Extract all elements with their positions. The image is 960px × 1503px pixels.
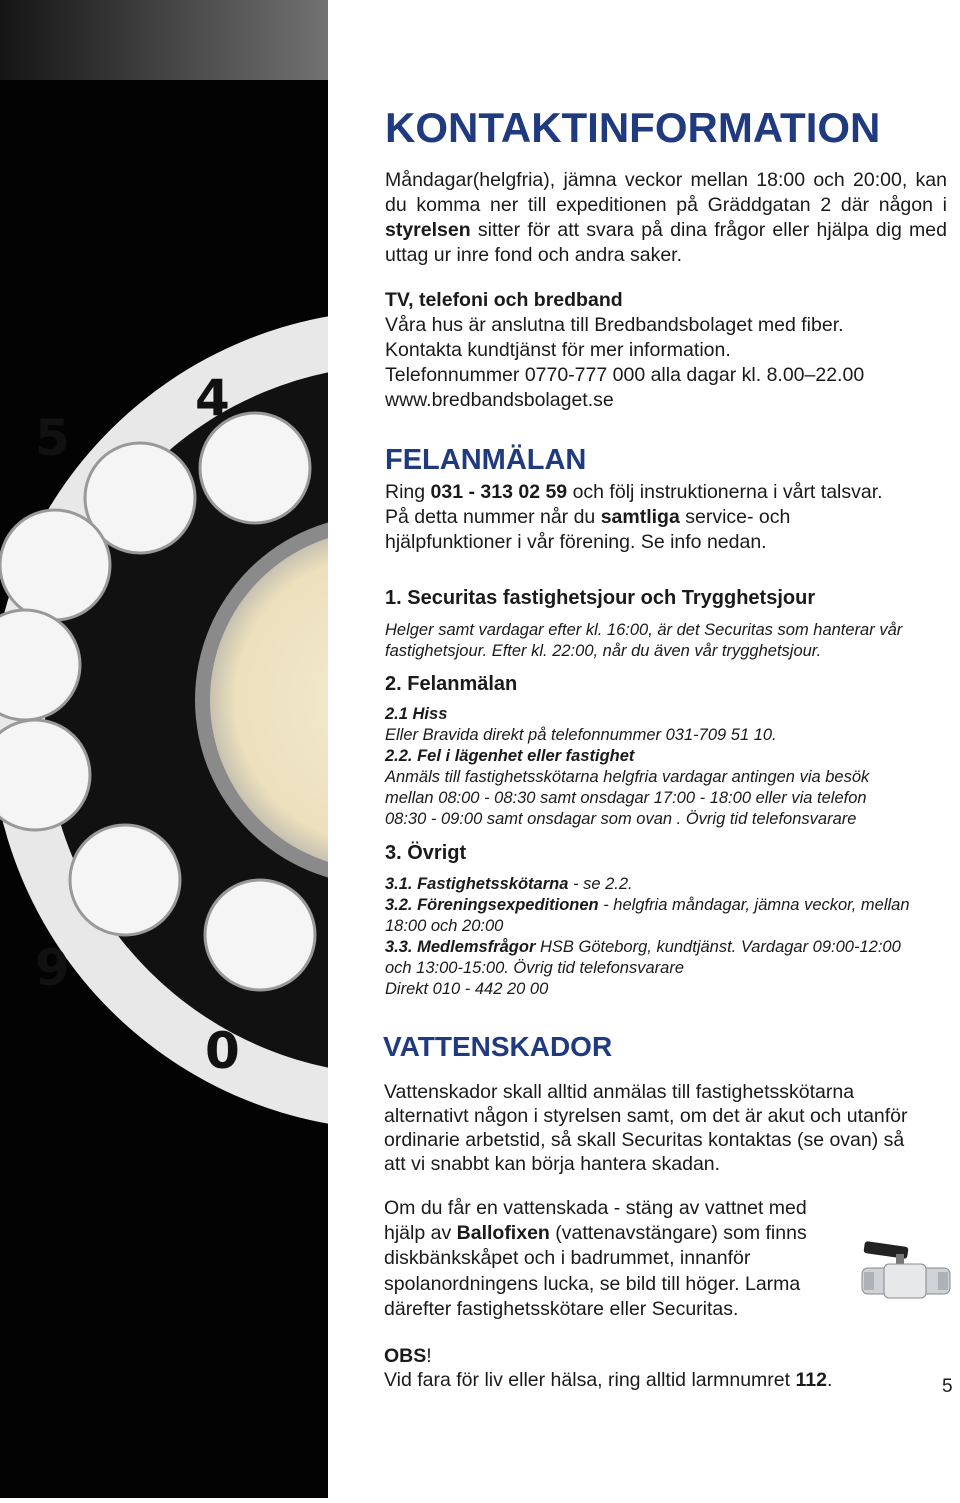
dial-digit-4: 4: [195, 369, 230, 427]
vatten-line: Vattenskador skall alltid anmälas till fastighetsskötarna: [384, 1081, 855, 1103]
dial-digit-0: 0: [205, 1022, 240, 1080]
section-3-3: 3.3. Medlemsfrågor HSB Göteborg, kundtjänst. Vardagar 09:00-12:00: [385, 938, 901, 956]
tv-website-link[interactable]: www.bredbandsbolaget.se: [385, 389, 614, 411]
page-title: KONTAKTINFORMATION: [385, 104, 881, 151]
felanmalan-line: hjälpfunktioner i vår förening. Se info nedan.: [385, 531, 767, 553]
felanmalan-heading: FELANMÄLAN: [385, 444, 587, 476]
vatten-line: att vi snabbt kan börja hantera skadan.: [384, 1153, 721, 1175]
section-2-1-line: Eller Bravida direkt på telefonnummer 031-709 51 10.: [385, 726, 777, 744]
felanmalan-line: På detta nummer når du samtliga service- och: [385, 506, 791, 528]
ballofix-valve-icon: [860, 1240, 952, 1304]
section-1-line: fastighetsjour. Efter kl. 22:00, når du även vår trygghetsjour.: [385, 642, 822, 660]
section-2-1-heading: 2.1 Hiss: [385, 705, 448, 723]
section-3-3-line: och 13:00-15:00. Övrig tid telefonsvarare: [385, 959, 685, 977]
dial-digit-5: 5: [35, 409, 70, 467]
tv-line: Våra hus är anslutna till Bredbandsbolaget med fiber.: [385, 314, 844, 336]
section-2-2-heading: 2.2. Fel i lägenhet eller fastighet: [385, 747, 635, 765]
ballofix-line: Om du får en vattenskada - stäng av vattnet med: [384, 1197, 807, 1219]
vattenskador-heading: VATTENSKADOR: [383, 1031, 613, 1062]
tv-heading: TV, telefoni och bredband: [385, 289, 623, 311]
section-3-2-line: 18:00 och 20:00: [385, 917, 504, 935]
tv-phone: Telefonnummer 0770-777 000 alla dagar kl. 8.00–22.00: [385, 364, 865, 386]
page-number: 5: [942, 1376, 953, 1397]
section-1-line: Helger samt vardagar efter kl. 16:00, är det Securitas som hanterar vår: [385, 621, 903, 639]
tv-line: Kontakta kundtjänst för mer information.: [385, 339, 731, 361]
section-3-heading: 3. Övrigt: [385, 842, 467, 864]
vatten-line: ordinarie arbetstid, så skall Securitas kontaktas (se ovan) så: [384, 1129, 905, 1151]
ballofix-line: därefter fastighetsskötare eller Securitas.: [384, 1298, 739, 1320]
section-3-1: 3.1. Fastighetsskötarna - se 2.2.: [385, 875, 633, 893]
section-1-heading: 1. Securitas fastighetsjour och Trygghetsjour: [385, 587, 816, 609]
ballofix-line: spolanordningens lucka, se bild till höger. Larma: [384, 1273, 801, 1295]
intro-paragraph: Måndagar(helgfria), jämna veckor mellan 18:00 och 20:00, kan du komma ner till expeditionen på Gräddgatan 2 där någon i styrelsen sitter för att svara på dina frågor eller hjälpa dig med uttag ur inre fond och andra saker.: [385, 169, 947, 266]
obs-line: Vid fara för liv eller hälsa, ring alltid larmnumret 112.: [384, 1369, 833, 1391]
ballofix-line: hjälp av Ballofixen (vattenavstängare) som finns: [384, 1222, 807, 1244]
section-3-2: 3.2. Föreningsexpeditionen - helgfria måndagar, jämna veckor, mellan: [385, 896, 910, 914]
section-2-2-line: Anmäls till fastighetsskötarna helgfria vardagar antingen via besök: [385, 768, 870, 786]
rotary-phone-photo: [0, 0, 328, 1498]
obs-label: OBS!: [384, 1345, 432, 1367]
section-2-2-line: 08:30 - 09:00 samt onsdagar som ovan . Övrig tid telefonsvarare: [385, 810, 857, 828]
section-3-3-phone: Direkt 010 - 442 20 00: [385, 980, 549, 998]
rotary-dial-icon: [0, 0, 328, 1498]
ballofix-line: diskbänkskåpet och i badrummet, innanför: [384, 1247, 751, 1269]
section-2-heading: 2. Felanmälan: [385, 673, 518, 695]
section-2-2-line: mellan 08:00 - 08:30 samt onsdagar 17:00 - 18:00 eller via telefon: [385, 789, 867, 807]
dial-digit-9: 9: [35, 939, 70, 997]
vatten-line: alternativt någon i styrelsen samt, om det är akut och utanför: [384, 1105, 908, 1127]
felanmalan-line: Ring 031 - 313 02 59 och följ instruktionerna i vårt talsvar.: [385, 481, 883, 503]
